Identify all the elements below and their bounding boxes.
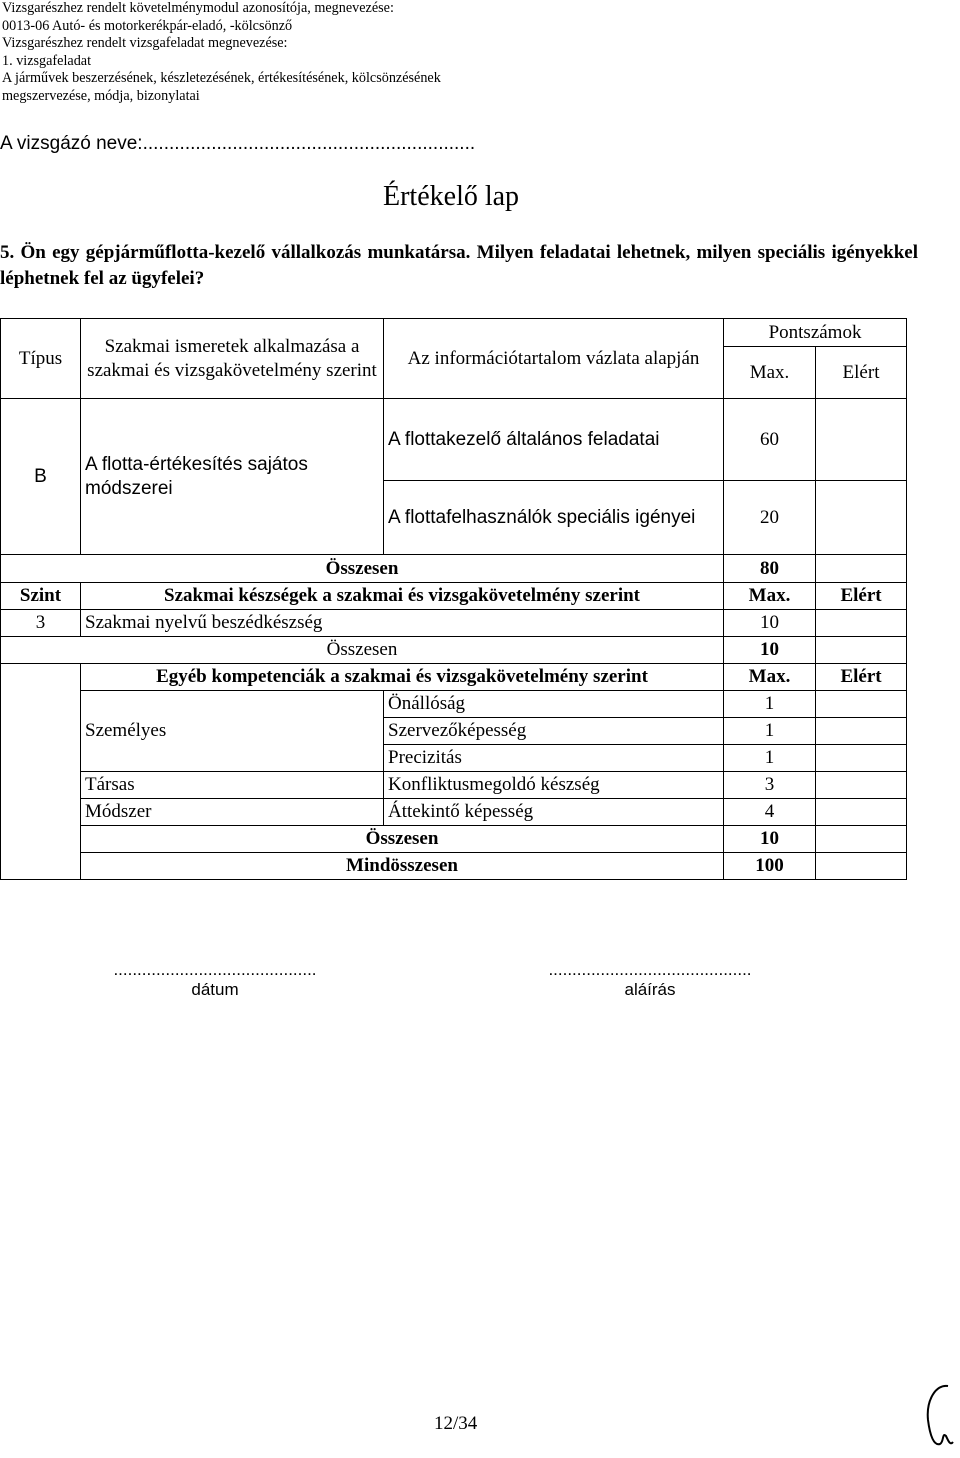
competency-item: Konfliktusmegoldó készség [384, 772, 724, 799]
achieved-points[interactable] [816, 610, 907, 637]
signature-label: aláírás [624, 980, 676, 999]
competency-item: Áttekintő képesség [384, 799, 724, 826]
max-points: 1 [724, 718, 816, 745]
evaluation-table [0, 318, 907, 880]
total-label: Összesen [1, 555, 724, 583]
examinee-name-field: A vizsgázó neve:............................................................... [0, 133, 476, 154]
total-achieved[interactable] [816, 555, 907, 583]
max-points: 1 [724, 691, 816, 718]
skills-header: Szakmai készségek a szakmai és vizsgakövetelmény szerint [81, 583, 724, 610]
achieved-points[interactable] [816, 691, 907, 718]
max-header: Max. [724, 664, 816, 691]
page-number: 12/34 [434, 1413, 478, 1434]
header-line: 1. vizsgafeladat [2, 52, 92, 69]
competency-group-method: Módszer [81, 799, 384, 826]
competency-item: Önállóság [384, 691, 724, 718]
skill-item: Szakmai nyelvű beszédkészség [81, 610, 724, 637]
header-line: Vizsgarészhez rendelt vizsgafeladat megnevezése: [2, 35, 288, 51]
max-points: 3 [724, 772, 816, 799]
achieved-points[interactable] [816, 718, 907, 745]
total-achieved[interactable] [816, 826, 907, 853]
skill-level: 3 [1, 610, 81, 637]
content-header: Az információtartalom vázlata alapján [384, 319, 724, 399]
competencies-header: Egyéb kompetenciák a szakmai és vizsgakövetelmény szerint [81, 664, 724, 691]
grand-total-max: 100 [724, 853, 816, 880]
header-line: 0013-06 Autó- és motorkerékpár-eladó, -kölcsönző [2, 17, 293, 34]
max-points: 20 [724, 481, 816, 555]
type-b: B [1, 399, 81, 555]
total-max: 10 [724, 826, 816, 853]
date-label: dátum [191, 980, 239, 999]
header-line: A járművek beszerzésének, készletezésének, értékesítésének, kölcsönzésének [2, 70, 441, 86]
competency-group-personal: Személyes [81, 691, 384, 772]
section-topic: A flotta-értékesítés sajátos módszerei [81, 399, 384, 555]
date-signature-block [60, 960, 370, 1000]
achieved-header: Elért [816, 583, 907, 610]
content-item: A flottafelhasználók speciális igényei [384, 481, 724, 555]
level-header: Szint [1, 583, 81, 610]
exam-question: 5. Ön egy gépjárműflotta-kezelő vállalkozás munkatársa. Milyen feladatai lehetnek, milyen speciális igényekkel léphetnek fel az ügyfelei? [0, 242, 918, 289]
competency-item: Precizitás [384, 745, 724, 772]
max-header: Max. [724, 347, 816, 399]
total-max: 10 [724, 637, 816, 664]
total-label: Összesen [1, 637, 724, 664]
achieved-points[interactable] [816, 745, 907, 772]
document-header [2, 0, 441, 105]
grand-total-achieved[interactable] [816, 853, 907, 880]
knowledge-header: Szakmai ismeretek alkalmazása a szakmai és vizsgakövetelmény szerint [81, 319, 384, 399]
max-points: 60 [724, 399, 816, 481]
total-label: Összesen [81, 826, 724, 853]
max-header: Max. [724, 583, 816, 610]
header-line: Vizsgarészhez rendelt követelménymodul azonosítója, megnevezése: [2, 0, 394, 16]
achieved-points[interactable] [816, 481, 907, 555]
type-header: Típus [1, 319, 81, 399]
grand-total-label: Mindösszesen [81, 853, 724, 880]
total-max: 80 [724, 555, 816, 583]
competency-item: Szervezőképesség [384, 718, 724, 745]
achieved-header: Elért [816, 664, 907, 691]
date-line: ........................................... [113, 960, 317, 979]
content-item: A flottakezelő általános feladatai [384, 399, 724, 481]
total-achieved[interactable] [816, 637, 907, 664]
points-header: Pontszámok [724, 319, 907, 347]
signature-line: ........................................... [548, 960, 752, 979]
achieved-header: Elért [816, 347, 907, 399]
header-line: megszervezése, módja, bizonylatai [2, 87, 200, 104]
achieved-points[interactable] [816, 799, 907, 826]
signature-block [500, 960, 800, 1000]
competency-group-social: Társas [81, 772, 384, 799]
max-points: 10 [724, 610, 816, 637]
blank-cell [1, 664, 81, 880]
max-points: 1 [724, 745, 816, 772]
achieved-points[interactable] [816, 772, 907, 799]
achieved-points[interactable] [816, 399, 907, 481]
max-points: 4 [724, 799, 816, 826]
page-title: Értékelő lap [383, 181, 520, 212]
handwritten-initial-mark [920, 1380, 956, 1452]
